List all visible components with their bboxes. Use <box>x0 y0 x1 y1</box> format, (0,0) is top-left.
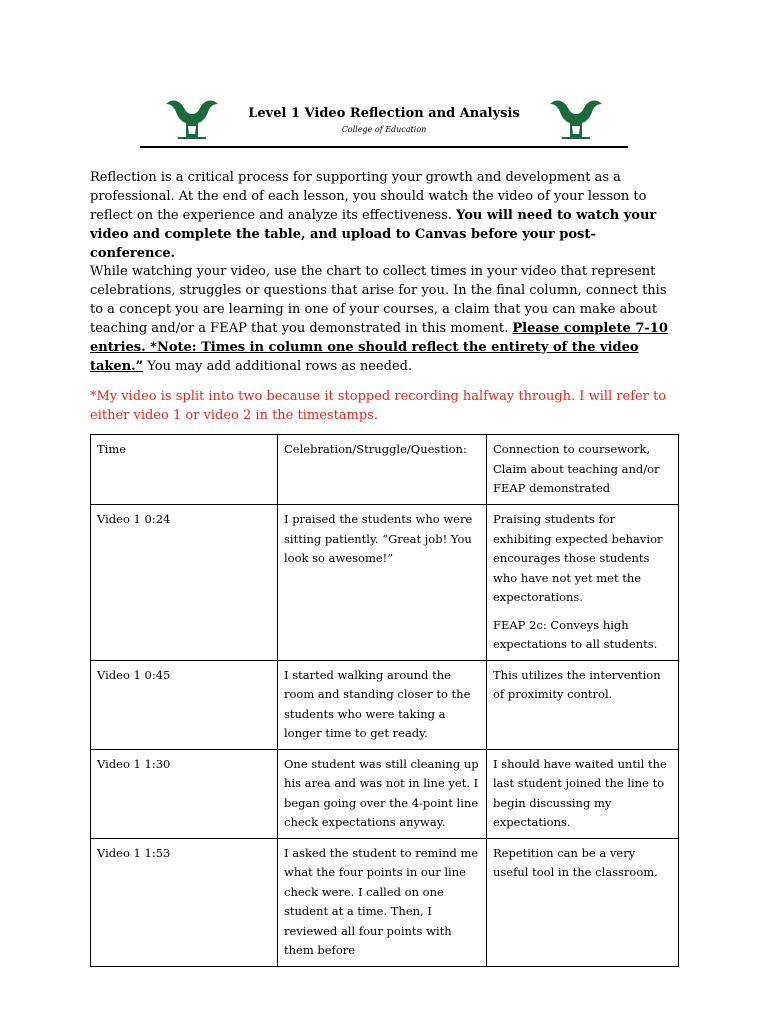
connection-feap: FEAP 2c: Conveys high expectations to all students. <box>493 617 658 651</box>
table-row <box>91 505 679 661</box>
connection-cell: I should have waited until the last student joined the line to begin discussing my expectations. <box>487 749 679 838</box>
intro-bold-instruction: You will need to watch your video and complete the table, and upload to Canvas before your post-conference. <box>90 208 657 261</box>
reflection-table <box>90 434 679 967</box>
instructions-paragraph <box>90 262 680 376</box>
connection-text: Praising students for exhibiting expected behavior encourages those students who have not yet met the expectorations. <box>493 512 663 604</box>
column-header: Celebration/Struggle/Question: <box>278 435 487 505</box>
time-cell: Video 1 1:53 <box>91 838 278 966</box>
header-divider <box>140 146 628 148</box>
table-row <box>91 660 679 749</box>
table-row <box>91 838 679 966</box>
observation-cell: I asked the student to remind me what the four points in our line check were. I called on one student at a time. Then, I reviewed all four points with them before <box>278 838 487 966</box>
usf-bull-logo-icon <box>546 96 606 144</box>
student-note: *My video is split into two because it stopped recording halfway through. I will refer to either video 1 or video 2 in the timestamps. <box>90 389 667 423</box>
intro-paragraph <box>90 168 680 263</box>
table-header-row <box>91 435 679 505</box>
document-subtitle: College of Education <box>341 125 427 134</box>
time-cell: Video 1 0:24 <box>91 505 278 661</box>
instructions-text: While watching your video, use the chart to collect times in your video that represent celebrations, struggles or questions that arise for you. In the final column, connect this to a concept you are learning in one of your courses, a claim that you can make about teaching and/or a FEAP that you demonstrated in this moment. <box>90 264 667 336</box>
connection-cell: This utilizes the intervention of proximity control. <box>487 660 679 749</box>
time-cell: Video 1 0:45 <box>91 660 278 749</box>
instructions-underlined: Please complete 7-10 entries. *Note: Times in column one should reflect the entirety of the video taken.” <box>90 321 668 374</box>
document-title: Level 1 Video Reflection and Analysis <box>248 106 520 121</box>
time-cell: Video 1 1:30 <box>91 749 278 838</box>
document-header <box>140 96 628 152</box>
observation-cell: One student was still cleaning up his area and was not in line yet. I began going over the 4-point line check expectations anyway. <box>278 749 487 838</box>
table-row <box>91 749 679 838</box>
instructions-tail: You may add additional rows as needed. <box>143 359 413 374</box>
connection-cell <box>487 505 679 661</box>
observation-cell: I praised the students who were sitting patiently. “Great job! You look so awesome!” <box>278 505 487 661</box>
column-header: Connection to coursework, Claim about teaching and/or FEAP demonstrated <box>487 435 679 505</box>
connection-cell: Repetition can be a very useful tool in the classroom. <box>487 838 679 966</box>
observation-cell: I started walking around the room and standing closer to the students who were taking a longer time to get ready. <box>278 660 487 749</box>
column-header: Time <box>91 435 278 505</box>
intro-text: Reflection is a critical process for supporting your growth and development as a professional. At the end of each lesson, you should watch the video of your lesson to reflect on the experience and analyze its effectiveness. <box>90 170 647 223</box>
